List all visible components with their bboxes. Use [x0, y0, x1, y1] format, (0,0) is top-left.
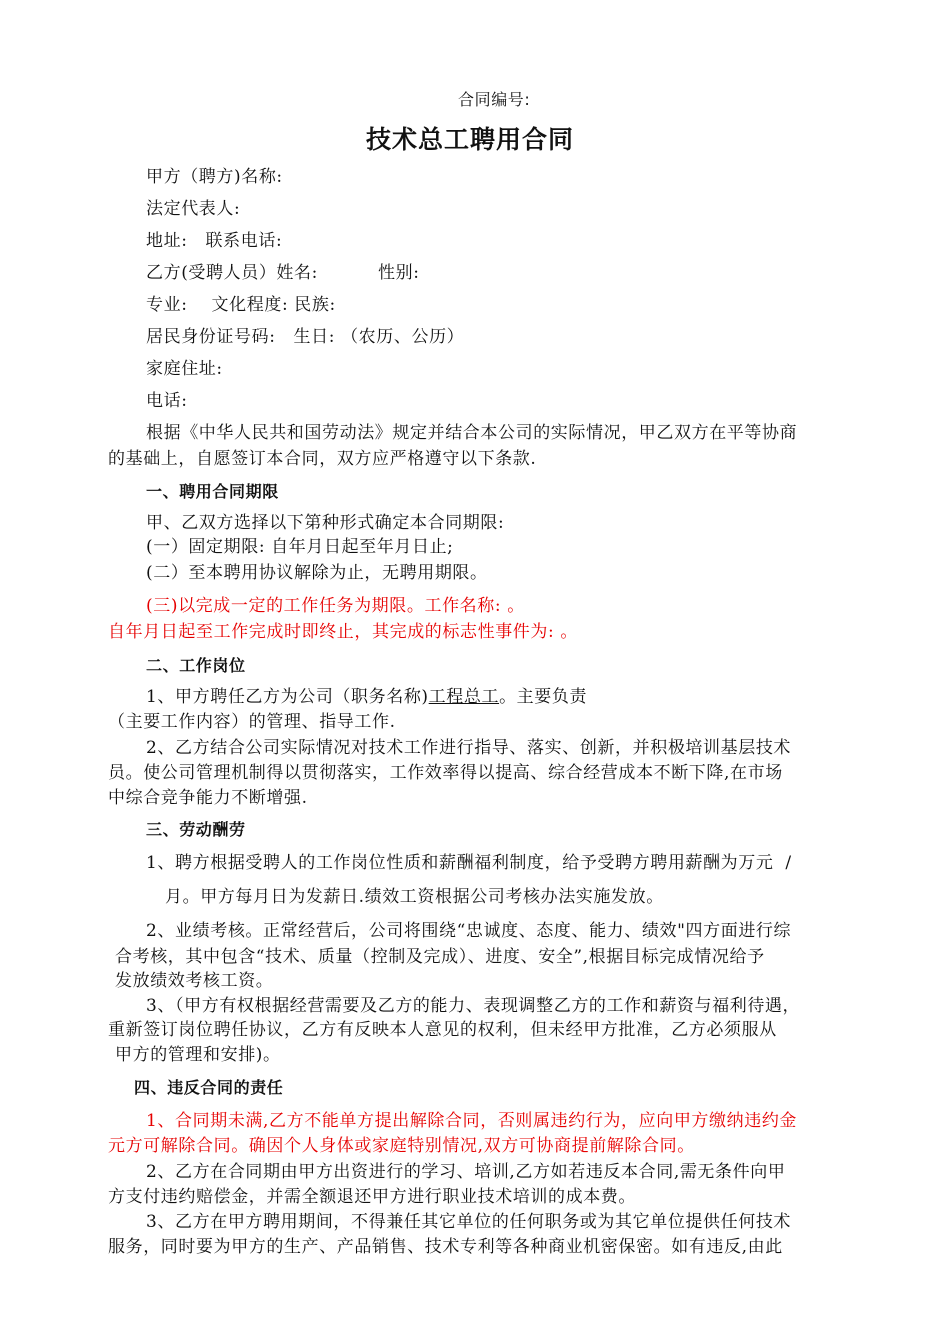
intro-paragraph-line: 的基础上，自愿签订本合同，双方应严格遵守以下条款.: [108, 449, 537, 469]
section2-line: [146, 685, 587, 709]
section1-line: (一）固定期限: 自年月日起至年月日止;: [146, 537, 454, 557]
section-heading-breach: 四、违反合同的责任: [134, 1078, 284, 1097]
party-a-name-field: 甲方（聘方)名称:: [146, 167, 283, 187]
id-birthday-field: 居民身份证号码: 生日: （农历、公历）: [146, 327, 465, 347]
section3-line: 合考核，其中包含“技术、质量（控制及完成）、进度、安全”,根据目标完成情况给予: [115, 947, 765, 967]
section-heading-compensation: 三、劳动酬劳: [146, 820, 246, 839]
section3-line: 甲方的管理和安排)。: [115, 1045, 281, 1065]
section2-line: 中综合竞争能力不断增强.: [108, 788, 308, 808]
major-education-ethnicity-field: 专业: 文化程度: 民族:: [146, 295, 336, 315]
section3-line: 重新签订岗位聘任协议，乙方有反映本人意见的权利，但未经甲方批准，乙方必须服从: [108, 1020, 777, 1040]
section1-line: 甲、乙双方选择以下第种形式确定本合同期限:: [146, 513, 505, 533]
section4-line: 2、乙方在合同期由甲方出资进行的学习、培训,乙方如若违反本合同,需无条件向甲: [146, 1162, 786, 1182]
phone-field: 电话:: [146, 391, 188, 411]
section4-line-highlighted: 1、合同期未满,乙方不能单方提出解除合同，否则属违约行为，应向甲方缴纳违约金: [146, 1111, 798, 1131]
document-title: 技术总工聘用合同: [366, 125, 575, 154]
section-heading-term: 一、聘用合同期限: [146, 482, 279, 501]
section4-line-highlighted: 元方可解除合同。确因个人身体或家庭特别情况,双方可协商提前解除合同。: [108, 1136, 695, 1156]
section2-line: 2、乙方结合公司实际情况对技术工作进行指导、落实、创新，并积极培训基层技术: [146, 738, 792, 758]
section1-line-highlighted: 自年月日起至工作完成时即终止，其完成的标志性事件为: 。: [108, 622, 578, 642]
section4-line: 方支付违约赔偿金，并需全额退还甲方进行职业技术培训的成本费。: [108, 1187, 636, 1207]
intro-paragraph-line: 根据《中华人民共和国劳动法》规定并结合本公司的实际情况，甲乙双方在平等协商: [146, 423, 798, 443]
section1-line: (二）至本聘用协议解除为止，无聘用期限。: [146, 563, 488, 583]
section-heading-position: 二、工作岗位: [146, 656, 246, 675]
section2-line-part: 1、甲方聘任乙方为公司（职务名称): [146, 687, 429, 707]
address-phone-field: 地址: 联系电话:: [146, 231, 283, 251]
section2-line-part: 。主要负责: [499, 687, 588, 707]
section2-line: 员。使公司管理机制得以贯彻落实，工作效率得以提高、综合经营成本不断下降,在市场: [108, 763, 783, 783]
job-title-underlined: 工程总工: [428, 687, 500, 707]
legal-representative-field: 法定代表人:: [146, 199, 241, 219]
section4-line: 3、乙方在甲方聘用期间，不得兼任其它单位的任何职务或为其它单位提供任何技术: [146, 1212, 792, 1232]
contract-number-label: 合同编号:: [458, 90, 531, 109]
section4-line: 服务，同时要为甲方的生产、产品销售、技术专利等各种商业机密保密。如有违反,由此: [108, 1237, 783, 1257]
section3-line: 月。甲方每月日为发薪日.绩效工资根据公司考核办法实施发放。: [165, 887, 664, 907]
party-b-name-gender-field: 乙方(受聘人员）姓名: 性别:: [146, 263, 420, 283]
section2-line: （主要工作内容）的管理、指导工作.: [108, 712, 396, 732]
section3-line: 1、聘方根据受聘人的工作岗位性质和薪酬福利制度，给予受聘方聘用薪酬为万元 /: [146, 853, 792, 873]
section1-line-highlighted: (三)以完成一定的工作任务为期限。工作名称: 。: [146, 596, 525, 616]
section3-line: 3、（甲方有权根据经营需要及乙方的能力、表现调整乙方的工作和薪资与福利待遇，: [146, 996, 801, 1016]
section3-line: 发放绩效考核工资。: [115, 971, 274, 991]
home-address-field: 家庭住址:: [146, 359, 223, 379]
section3-line: 2、业绩考核。正常经营后，公司将围绕“忠诚度、态度、能力、绩效"四方面进行综: [146, 921, 792, 941]
